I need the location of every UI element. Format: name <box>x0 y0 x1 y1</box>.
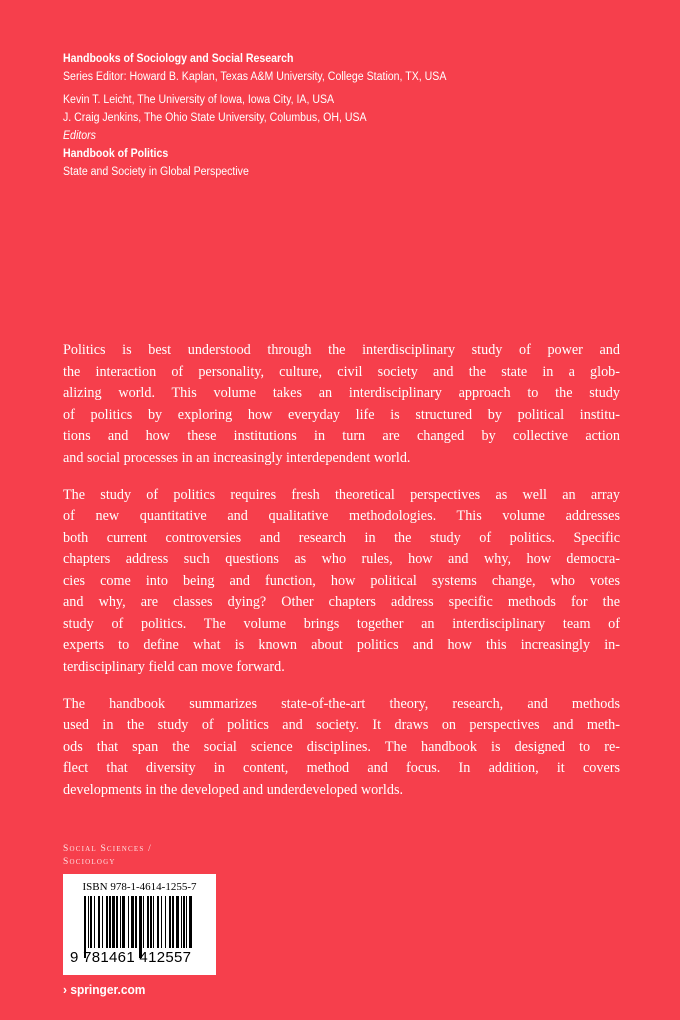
text-line: Politics is best understood through the interdisciplinary study of power and <box>63 342 620 358</box>
barcode-bar <box>109 896 111 948</box>
barcode-bar <box>88 896 89 948</box>
barcode-bar <box>172 896 174 948</box>
editor-1: Kevin T. Leicht, The University of Iowa, Iowa City, IA, USA <box>63 94 335 106</box>
text-line: used in the study of politics and society. It draws on perspectives and meth- <box>63 717 620 733</box>
paragraph <box>63 694 620 802</box>
barcode-bar <box>161 896 162 948</box>
barcode-bar <box>153 896 154 948</box>
text-line: developments in the developed and underdeveloped worlds. <box>63 781 404 798</box>
text-line: alizing world. This volume takes an interdisciplinary approach to the study <box>63 385 620 401</box>
barcode-bar <box>128 896 129 948</box>
barcode-bar <box>147 896 149 948</box>
book-subtitle: State and Society in Global Perspective <box>63 166 249 178</box>
text-line: the interaction of personality, culture, civil society and the state in a glob- <box>63 363 620 380</box>
subject-line-1: Social Sciences / <box>63 844 152 854</box>
barcode-bar <box>112 896 115 948</box>
barcode-bar <box>120 896 121 948</box>
barcode-bar <box>176 896 179 948</box>
book-title: Handbook of Politics <box>63 148 169 160</box>
publisher-link-text[interactable]: springer.com <box>70 982 146 997</box>
publisher-link[interactable]: › springer.com <box>63 982 146 997</box>
barcode-bar <box>181 896 182 948</box>
description <box>63 340 620 817</box>
barcode-bar <box>165 896 166 948</box>
barcode-bar <box>143 896 144 948</box>
text-line: and why, are classes dying? Other chapters address specific methods for the <box>63 594 620 610</box>
text-line: flect that diversity in content, method and focus. In addition, it covers <box>63 760 620 776</box>
isbn-label: ISBN 978-1-4614-1255-7 <box>82 881 197 893</box>
barcode-digits: 9 781461 412557 <box>70 949 192 966</box>
subject-line-2: Sociology <box>63 857 116 867</box>
series-title: Handbooks of Sociology and Social Research <box>63 53 294 65</box>
text-line: and social processes in an increasingly interdependent world. <box>63 449 411 466</box>
barcode-bar <box>189 896 192 948</box>
text-line: The handbook summarizes state-of-the-art theory, research, and methods <box>63 695 620 712</box>
text-line: study of politics. The volume brings together an interdisciplinary team of <box>63 615 620 632</box>
barcode-bar <box>94 896 95 948</box>
barcode-bar <box>102 896 103 948</box>
barcode-bar <box>106 896 108 948</box>
barcode-bar <box>122 896 125 948</box>
editors-label: Editors <box>63 130 96 142</box>
barcode-bar <box>135 896 137 948</box>
barcode-bar <box>157 896 159 948</box>
text-line: experts to define what is known about politics and how this increasingly in- <box>63 637 620 653</box>
barcode-bar <box>186 896 187 948</box>
barcode-bar <box>98 896 100 948</box>
barcode-bar <box>150 896 152 948</box>
barcode-bar <box>90 896 92 948</box>
barcode-bar <box>131 896 134 948</box>
barcode-bar <box>116 896 118 948</box>
text-line: The study of politics requires fresh theoretical perspectives as well an array <box>63 486 620 503</box>
editor-2: J. Craig Jenkins, The Ohio State University, Columbus, OH, USA <box>63 112 367 124</box>
series-editor: Series Editor: Howard B. Kaplan, Texas A&M University, College Station, TX, USA <box>63 71 447 83</box>
series-header <box>63 50 486 181</box>
barcode-bar <box>169 896 171 948</box>
paragraph <box>63 485 620 679</box>
barcode-bar <box>183 896 185 948</box>
text-line: cies come into being and function, how political systems change, who votes <box>63 572 620 589</box>
barcode-box <box>63 874 216 975</box>
text-line: both current controversies and research in the study of politics. Specific <box>63 529 620 546</box>
text-line: tions and how these institutions in turn are changed by collective action <box>63 428 620 444</box>
text-line: chapters address such questions as who rules, how and why, how democra- <box>63 551 620 567</box>
subject-category <box>63 843 152 869</box>
paragraph <box>63 340 620 469</box>
text-line: terdisciplinary field can move forward. <box>63 658 285 675</box>
text-line: ods that span the social science disciplines. The handbook is designed to re- <box>63 738 620 755</box>
text-line: of politics by exploring how everyday life is structured by political institu- <box>63 406 620 423</box>
text-line: of new quantitative and qualitative methodologies. This volume addresses <box>63 508 620 524</box>
